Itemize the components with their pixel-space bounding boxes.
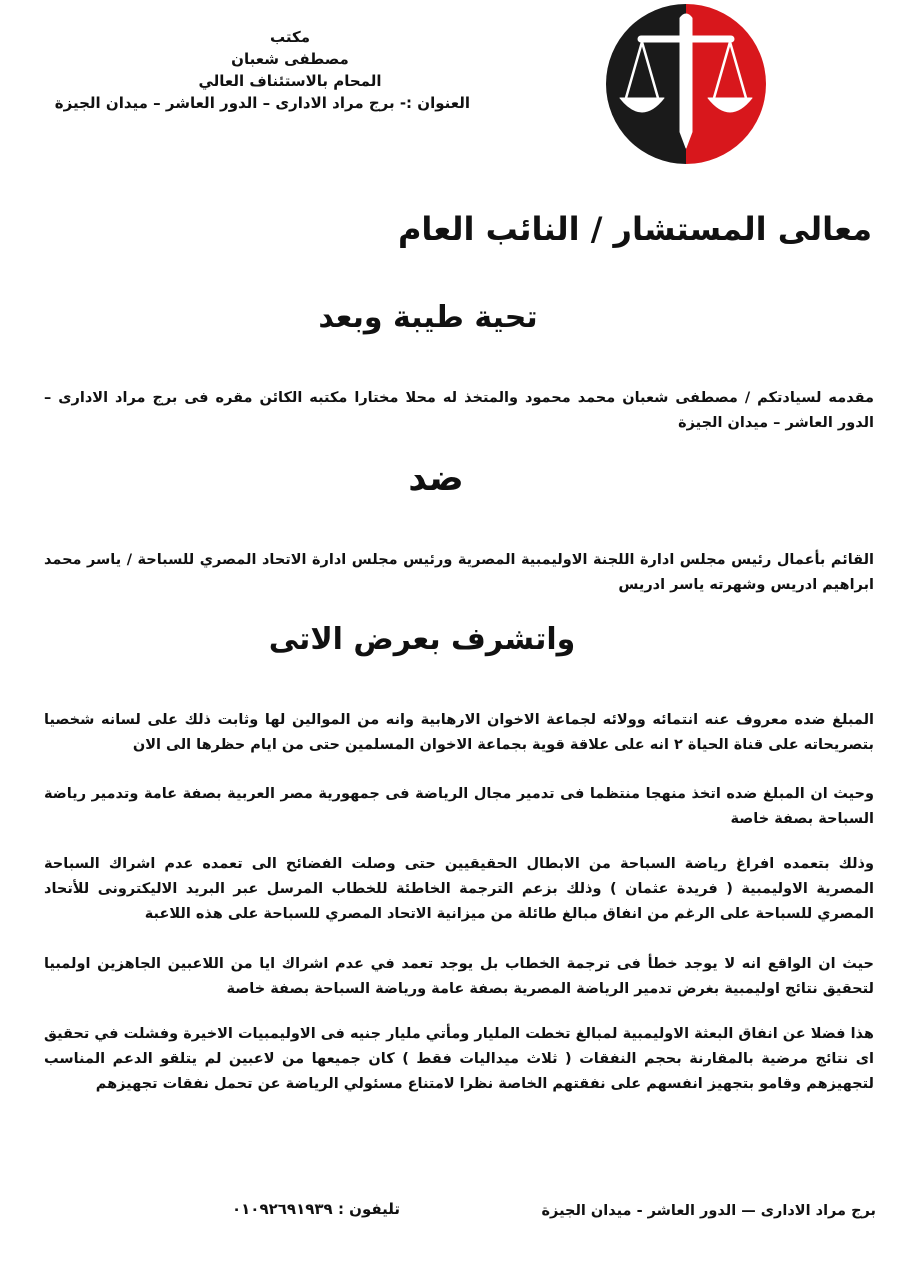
body-paragraph-2: وحيث ان المبلغ ضده اتخذ منهجا منتظما فى تدمير مجال الرياضة فى جمهورية مصر العربية بصفة عامة وتدمير رياضة السباحة بصفة خاصة <box>44 786 874 827</box>
footer-phone: تليفون : ٠١٠٩٢٦٩١٩٣٩ <box>232 1200 401 1218</box>
body-paragraph-3: وذلك بتعمده افراغ رياضة السباحة من الابطال الحقيقيين حتى وصلت الفضائح الى تعمده عدم اشراك السباحة المصرية الاوليمبية ( فريدة عثمان ) وذلك بزعم الترجمة الخاطئة للخطاب المرسل عبر البريد الاليكترونى للأتحاد المصري للسباحة على الرغم من انفاق مبالغ طائلة من ميزانية الاتحاد المصري للسباحة على هذه اللاعبة <box>44 856 874 922</box>
lawyer-name: مصطفى شعبان <box>231 50 349 68</box>
office-header <box>40 26 470 114</box>
body-paragraph-4: حيث ان الواقع انه لا يوجد خطأ فى ترجمة الخطاب بل يوجد تعمد في عدم اشراك ايا من اللاعبين الجاهزين اولمبيا لتحقيق نتائج اوليمبية بغرض تدمير الرياضة المصرية بصفة عامة ورياضة السباحة بصفة خاصة <box>44 956 874 997</box>
office-label: مكتب <box>269 28 310 46</box>
respondent-paragraph: القائم بأعمال رئيس مجلس ادارة اللجنة الاوليمبية المصرية ورئيس مجلس ادارة الاتحاد المصري للسباحة / ياسر محمد ابراهيم ادريس وشهرته ياسر ادريس <box>44 552 874 593</box>
honor-heading: واتشرف بعرض الاتى <box>268 622 576 657</box>
lawyer-title: المحام بالاستئناف العالي <box>198 72 382 90</box>
footer-address: برج مراد الادارى — الدور العاشر - ميدان الجيزة <box>541 1203 876 1219</box>
greeting-heading: تحية طيبة وبعد <box>318 300 538 335</box>
scales-of-justice-sword-icon <box>604 2 768 166</box>
office-address: العنوان :- برج مراد الادارى – الدور العاشر – ميدان الجيزة <box>54 94 470 112</box>
intro-paragraph: مقدمه لسيادتكم / مصطفى شعبان محمد محمود والمتخذ له محلا مختارا مكتبه الكائن مقره فى برج مراد الادارى – الدور العاشر – ميدان الجيزة <box>44 390 874 431</box>
addressee-heading: معالى المستشار / النائب العام <box>397 210 872 248</box>
body-paragraph-5: هذا فضلا عن انفاق البعثة الاوليمبية لمبالغ تخطت المليار ومأتي مليار جنيه فى الاوليمبيات الاخيرة وفشلت في تحقيق اى نتائج مرضية بالمقارنة بحجم النفقات ( ثلاث ميداليات فقط ) كان جميعها من لاعبين لم يتلقو الدعم المناسب لتجهيزهم وقامو بتجهيز انفسهم على نفقتهم الخاصة نظرا لامتناع مسئولي الرياضة عن تحمل نفقات تجهيزهم <box>44 1026 874 1092</box>
against-heading: ضد <box>408 458 464 499</box>
body-paragraph-1: المبلغ ضده معروف عنه انتمائه وولائه لجماعة الاخوان الارهابية وانه من الموالين لها وثابت ذلك على لسانه شخصيا بتصريحاته على قناة الحياة ٢ انه على علاقة قوية بجماعة الاخوان المسلمين حتى من ايام حظرها الى الان <box>44 712 874 753</box>
